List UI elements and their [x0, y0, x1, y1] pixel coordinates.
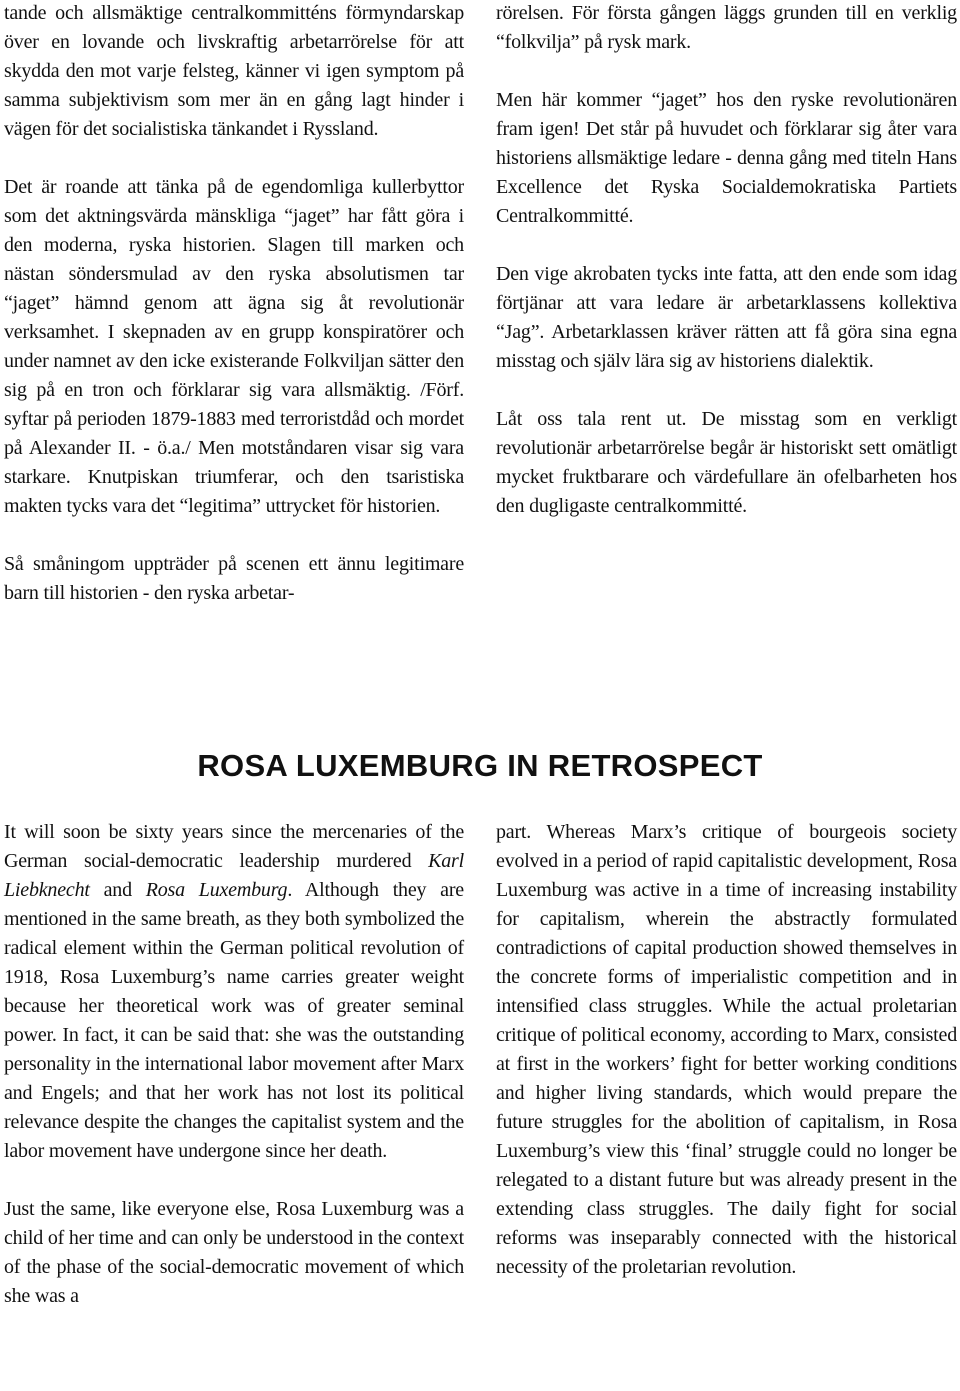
english-column-right	[496, 818, 957, 1282]
text-run: and	[89, 879, 146, 901]
text-run: It will soon be sixty years since the mercenaries of the German social-democratic leadership murdered	[4, 821, 464, 872]
paragraph: part. Whereas Marx’s critique of bourgeois society evolved in a period of rapid capitalistic development, Rosa Luxemburg was active in a time of increasing instability for capitalism, wherein the abstractly formulated contradictions of capital production showed themselves in the concrete forms of imperialistic competition and in intensified class struggles. While the actual proletarian critique of political economy, according to Marx, consisted at first in the workers’ fight for better working conditions and higher living standards, which would prepare the future struggles for the abolition of capitalism, in Rosa Luxemburg’s view this ‘final’ struggle could no longer be relegated to a distant future but was already present in the extending class struggles. The daily fight for social reforms was inseparably connected with the historical necessity of the proletarian revolution.	[496, 821, 957, 1278]
paragraph: Låt oss tala rent ut. De misstag som en verkligt revolutionär arbetarrörelse begår är historiskt sett omätligt mycket fruktbarare och värdefullare än ofelbarheten hos den dugligaste centralkommitté.	[496, 408, 957, 517]
paragraph: Den vige akrobaten tycks inte fatta, att den ende som idag förtjänar att vara ledare är arbetarklassens kollektiva “Jag”. Arbetarklassen kräver rätten att få göra sina egna misstag och själv lära sig av historiens dialektik.	[496, 263, 957, 372]
article-headline: ROSA LUXEMBURG IN RETROSPECT	[197, 748, 763, 783]
swedish-column-right	[496, 0, 957, 521]
paragraph: Det är roande att tänka på de egendomliga kullerbyttor som det aktningsvärda mänskliga “jaget” har fått göra i den moderna, ryska historien. Slagen till marken och nästan söndersmulad av den ryska absolutismen tar “jaget” hämnd genom att ägna sig åt revolutionär verksamhet. I skepnaden av en grupp konspiratörer och under namnet av den icke existerande Folkviljan sätter den sig på en tron och förklarar sig vara allsmäktig. /Förf. syftar på perioden 1879-1883 med terroristdåd och mordet på Alexander II. - ö.a./ Men motståndaren visar sig vara starkare. Knutpiskan triumferar, och den tsaristiska makten tycks vara det “legitima” uttrycket för historien.	[4, 176, 464, 517]
swedish-column-left	[4, 0, 464, 608]
paragraph: tande och allsmäktige centralkommitténs förmyndarskap över en lovande och livskraftig arbetarrörelse för att skydda den mot varje felsteg, känner vi igen symptom på samma subjektivism som mer än en gång lagt hinder i vägen för det socialistiska tänkandet i Ryssland.	[4, 2, 464, 140]
text-run: . Although they are mentioned in the same breath, as they both symbolized the radical element within the German political revolution of 1918, Rosa Luxemburg’s name carries greater weight because her theoretical work was of greater seminal power. In fact, it can be said that: she was the outstanding personality in the international labor movement after Marx and Engels; and that her work has not lost its political relevance despite the changes the capitalist system and the labor movement have undergone since her death.	[4, 879, 464, 1162]
paragraph: rörelsen. För första gången läggs grunden till en verklig “folkvilja” på rysk mark.	[496, 2, 957, 53]
person-name: Karl Liebknecht	[4, 850, 464, 901]
paragraph: Men här kommer “jaget” hos den ryske revolutionären fram igen! Det står på huvudet och förklarar sig åter vara historiens allsmäktige ledare - denna gång med titeln Hans Excellence det Ryska Socialdemokratiska Partiets Centralkommitté.	[496, 89, 957, 227]
english-column-left	[4, 818, 464, 1311]
paragraph	[4, 818, 464, 1166]
paragraph: Just the same, like everyone else, Rosa Luxemburg was a child of her time and can only be understood in the context of the phase of the social-democratic movement of which she was a	[4, 1198, 464, 1307]
paragraph: Så småningom uppträder på scenen ett ännu legitimare barn till historien - den ryska arbetar-	[4, 553, 464, 604]
person-name: Rosa Luxemburg	[145, 879, 288, 901]
